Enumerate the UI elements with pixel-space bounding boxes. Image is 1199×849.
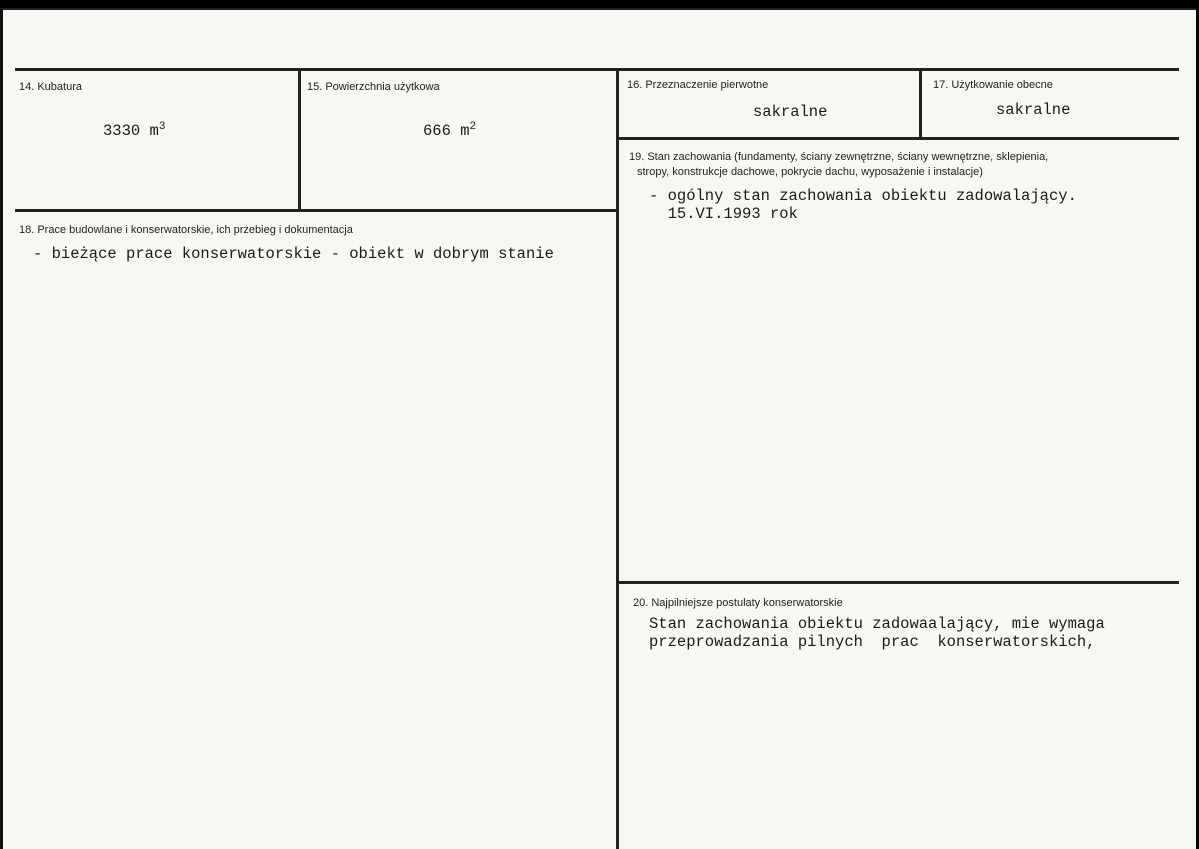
record-card	[0, 8, 1196, 849]
field-20-line: przeprowadzania pilnych prac konserwatorskich,	[649, 633, 1096, 651]
field-14-label: 14. Kubatura	[19, 81, 82, 93]
field-16-label: 16. Przeznaczenie pierwotne	[627, 79, 769, 91]
field-19-line: 15.VI.1993 rok	[649, 205, 798, 223]
field-17-value: sakralne	[996, 101, 1071, 119]
top-rule	[15, 68, 1179, 71]
field-16-value: sakralne	[753, 103, 828, 121]
field-20-line: Stan zachowania obiektu zadowaalający, mie wymaga	[649, 615, 1105, 633]
field-15-value: 666 $m^2$	[423, 121, 477, 141]
field-19-label-line1: 19. Stan zachowania (fundamenty, ściany zewnętrzne, ściany wewnętrzne, sklepienia,	[629, 151, 1049, 163]
field-19-label-line2: stropy, konstrukcje dachowe, pokrycie dachu, wyposażenie i instalacje)	[637, 166, 983, 178]
rule-above-20	[616, 581, 1179, 584]
field-17-label: 17. Użytkowanie obecne	[933, 79, 1053, 91]
field-18-line: - bieżące prace konserwatorskie - obiekt w dobrym stanie	[33, 245, 554, 263]
field-14-value: 3330 $m^3$	[103, 121, 166, 141]
divider-14-15	[298, 68, 301, 211]
divider-left-right	[616, 68, 619, 849]
divider-16-17	[919, 68, 922, 138]
rule-below-16-17	[616, 137, 1179, 140]
rule-below-14-15	[15, 209, 619, 212]
field-19-line: - ogólny stan zachowania obiektu zadowalający.	[649, 187, 1077, 205]
field-15-label: 15. Powierzchnia użytkowa	[307, 81, 440, 93]
field-20-label: 20. Najpilniejsze postulaty konserwatorskie	[633, 597, 843, 609]
field-18-label: 18. Prace budowlane i konserwatorskie, ich przebieg i dokumentacja	[19, 224, 353, 236]
